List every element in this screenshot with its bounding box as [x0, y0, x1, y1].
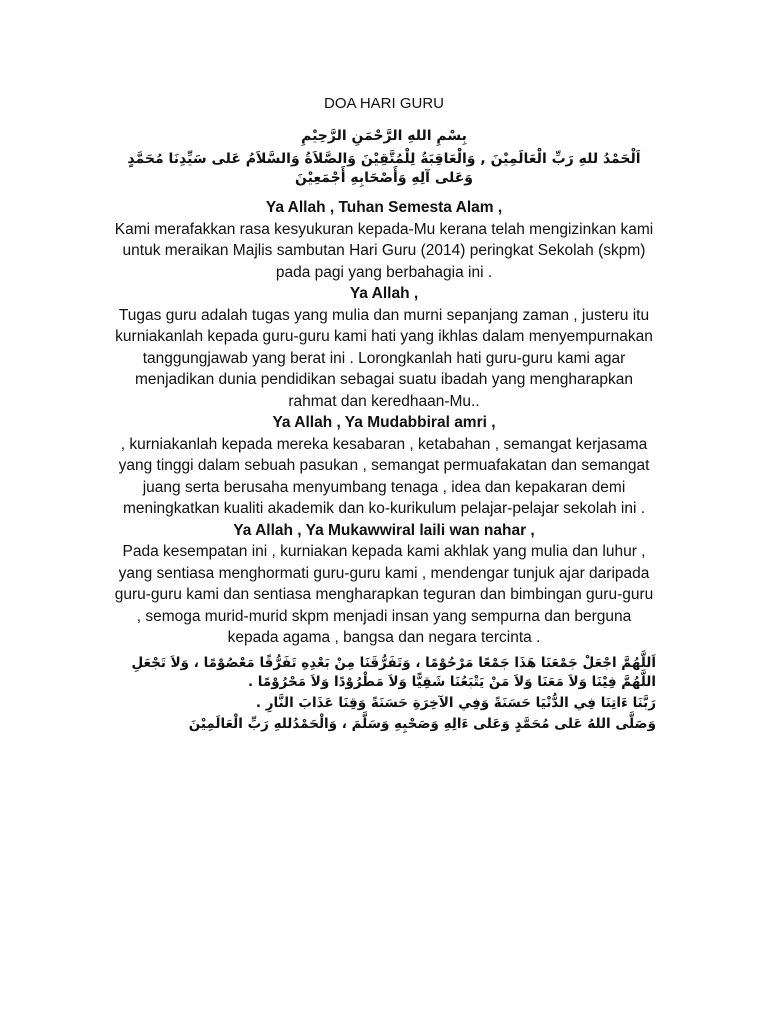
basmalah: بِسْمِ اللهِ الرَّحْمَنِ الرَّحِيْمِ [301, 128, 467, 144]
closing-prayer-1: اَللَّهُمَّ اجْعَلْ جَمْعَنَا هَذَا جَمْعًا مَرْحُوْمًا ، وَتَفَرُّقَنَا مِنْ بَعْدِهِ تَفَرُّقًا مَعْصُوْمًا ، وَلاَ تَجْعَلِ اللَّهُمَّ فِيْنَا وَلاَ مَعَنَا وَلاَ مَنْ يَتْبَعُنَا شَقِيًّا وَلاَ مَطْرُوْدًا وَلاَ مَحْرُوْمًا . [131, 655, 656, 690]
prayer-body [112, 197, 656, 649]
section-heading: Ya Allah , Ya Mudabbiral amri , [272, 414, 496, 431]
closing-prayer-3: وَصَلَّى اللهُ عَلى مُحَمَّدٍ وَعَلى ءَالِهِ وَصَحْبِهِ وَسَلَّمَ ، وَالْحَمْدُللهِ رَبِّ الْعَالَمِيْنَ [188, 716, 656, 732]
section-heading: Ya Allah , Ya Mukawwiral laili wan nahar , [233, 521, 535, 539]
closing-prayer-2: رَبَّنَا ءَاتِنَا فِي الدُّنْيَا حَسَنَةً وَفِي الآخِرَةِ حَسَنَةً وَقِنَا عَذَابَ النَّارِ . [255, 695, 656, 711]
section-paragraph: Kami merafakkan rasa kesyukuran kepada-Mu kerana telah mengizinkan kami untuk meraikan Majlis sambutan Hari Guru (2014) peringkat Sekolah (skpm) pada pagi yang berbahagia ini . [114, 220, 654, 281]
section-heading: Ya Allah , Tuhan Semesta Alam , [265, 199, 503, 216]
document-title: DOA HARI GURU [323, 95, 444, 112]
section-paragraph: Tugas guru adalah tugas yang mulia dan murni sepanjang zaman , justeru itu kurniakanlah kepada guru-guru kami hati yang ikhlas dalam menyempurnakan tanggungjawab yang berat ini . Lorongkanlah hati guru-guru kami agar menjadikan dunia pendidikan sebagai suatu ibadah yang mengharapkan rahmat dan keredhaan-Mu.. [115, 306, 653, 410]
opening-praise: اَلْحَمْدُ للهِ رَبِّ الْعَالَمِيْنَ , وَالْعَاقِبَةُ لِلْمُتَّقِيْنَ وَالصَّلاَةُ وَالسَّلاَمُ عَلى سَيِّدِنَا مُحَمَّدٍ وَعَلى آلِهِ وَأَصْحَابِهِ أَجْمَعِيْنَ [127, 151, 641, 186]
section-heading: Ya Allah , [349, 285, 419, 302]
section-paragraph: Pada kesempatan ini , kurniakan kepada kami akhlak yang mulia dan luhur , yang sentiasa menghormati guru-guru kami , mendengar tunjuk ajar daripada guru-guru kami dan sentiasa mengharapkan teguran dan bimbingan guru-guru , semoga murid-murid skpm menjadi insan yang sempurna dan berguna kepada agama , bangsa dan negara tercinta . [114, 543, 654, 646]
section-paragraph: , kurniakanlah kepada mereka kesabaran , ketabahan , semangat kerjasama yang tinggi dalam sebuah pasukan , semangat permuafakatan dan semangat juang serta berusaha menyumbang tenaga , idea dan kepakaran demi meningkatkan kualiti akademik dan ko-kurikulum pelajar-pelajar sekolah ini . [118, 435, 650, 517]
